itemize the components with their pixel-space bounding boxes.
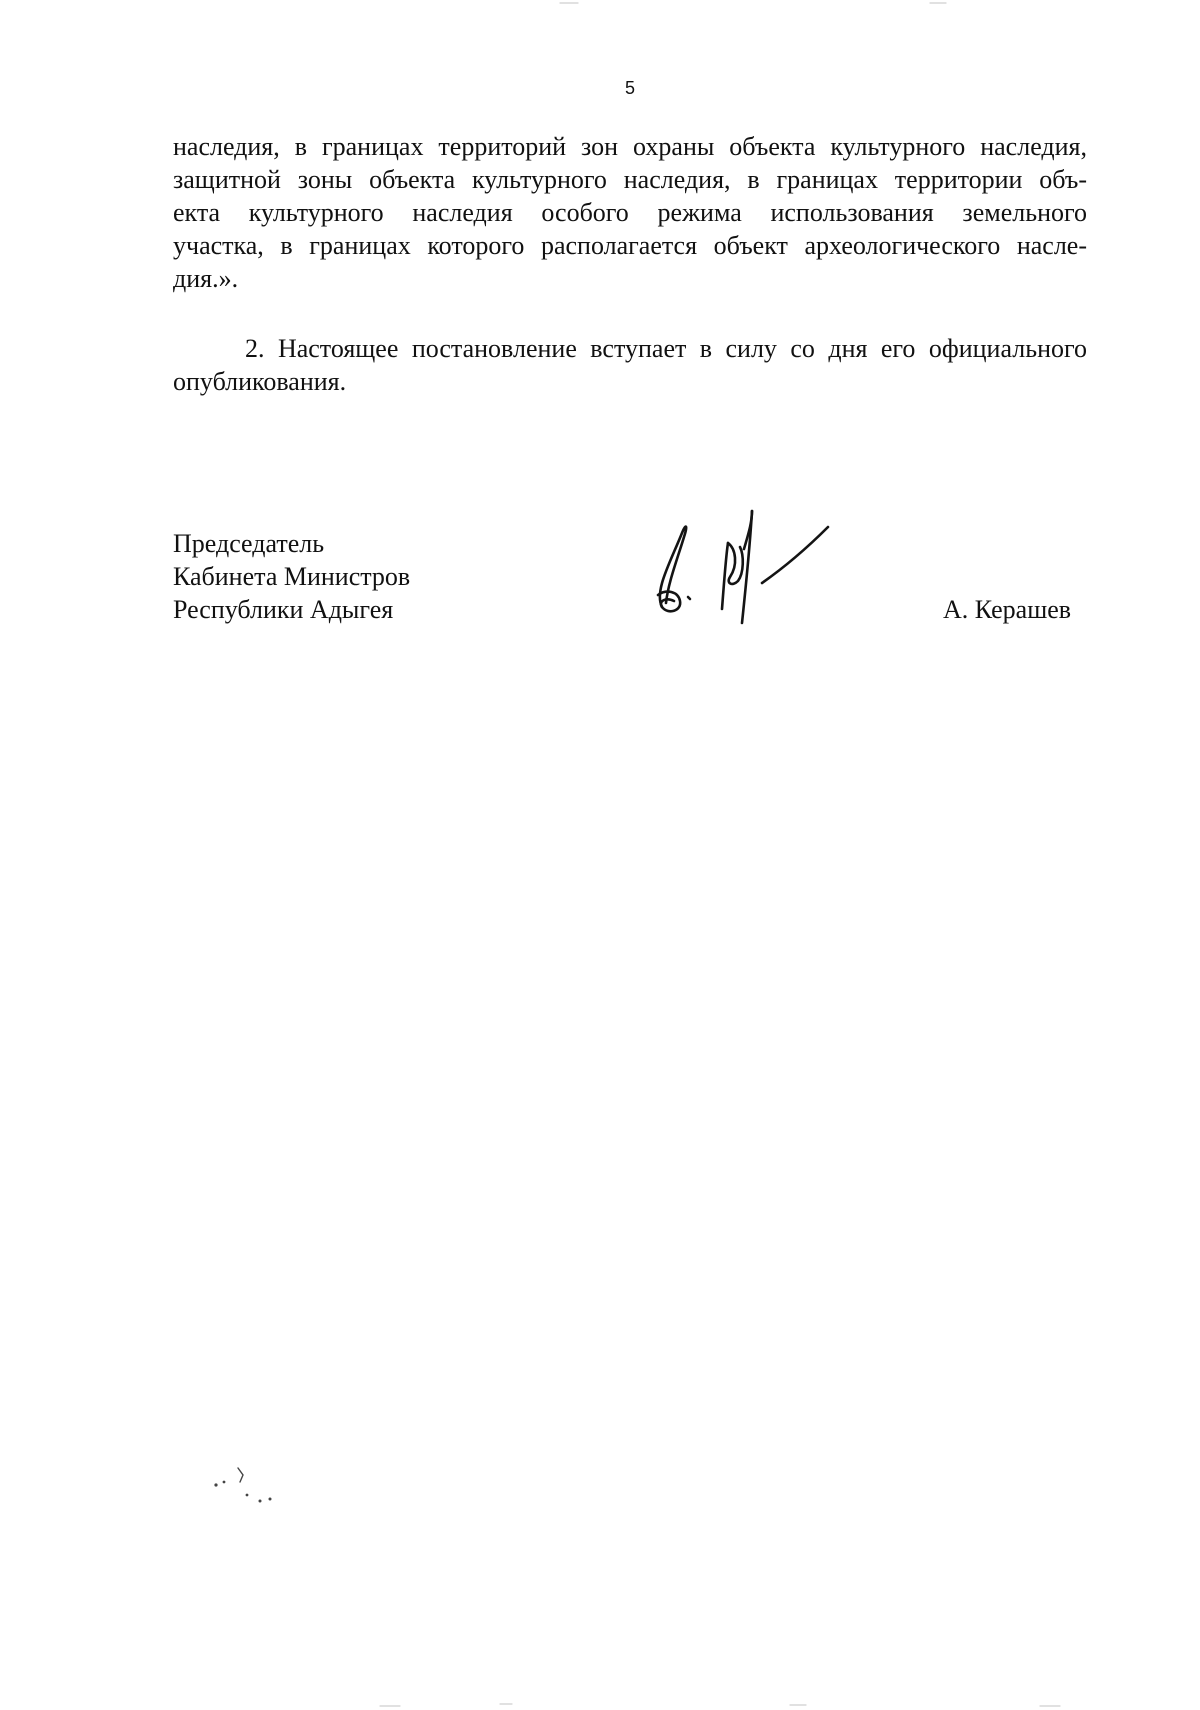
page-number: 5 (624, 78, 635, 98)
handwritten-signature (640, 505, 840, 625)
signer-title-line: Кабинета Министров (173, 562, 411, 591)
text-line: защитной зоны объекта культурного наследия, в границах территории объ- (173, 165, 1087, 194)
text-line: наследия, в границах территорий зон охраны объекта культурного наследия, (173, 132, 1087, 161)
text-line: екта культурного наследия особого режима использования земельного (173, 198, 1087, 227)
text-line: опубликования. (173, 367, 347, 396)
text-line: 2. Настоящее постановление вступает в силу со дня его официального (245, 334, 1087, 363)
text-line: дия.». (173, 264, 239, 293)
paragraph-continuation (173, 130, 1087, 295)
signer-title (173, 527, 410, 626)
signer-name: А. Керашев (943, 595, 1072, 624)
scan-specks (210, 1455, 300, 1505)
text-line: участка, в границах которого располагается объект археологического насле- (173, 231, 1087, 260)
signer-title-line: Председатель (173, 529, 325, 558)
paragraph-effective-date (173, 332, 1087, 398)
signer-title-line: Республики Адыгея (173, 595, 394, 624)
